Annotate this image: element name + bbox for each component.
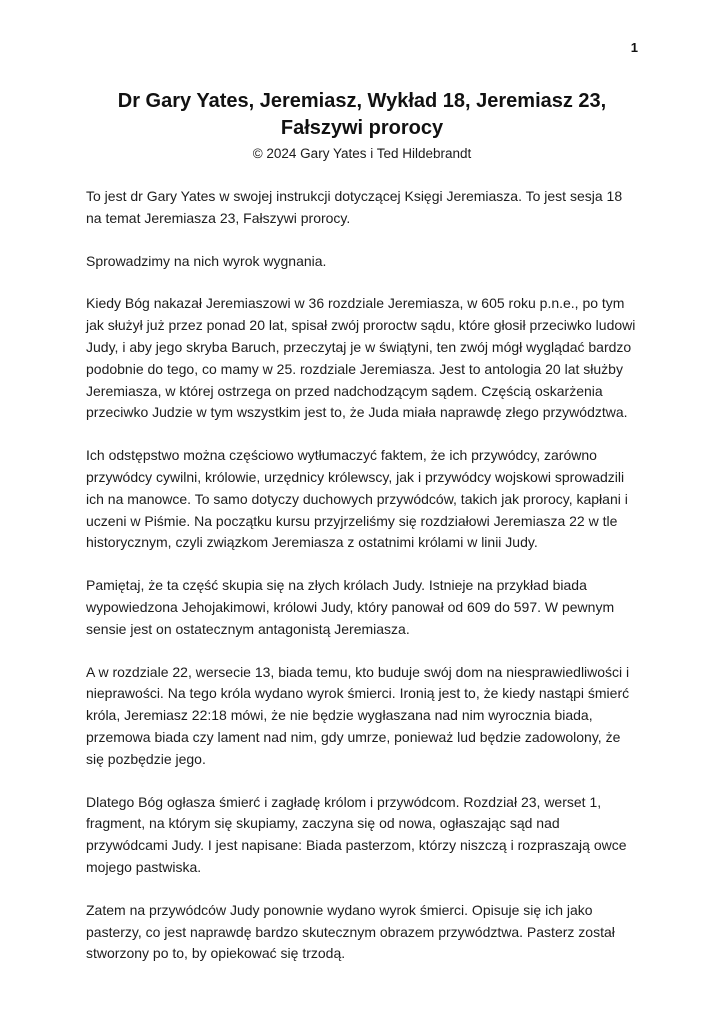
paragraph-scroll-605bc: Kiedy Bóg nakazał Jeremiaszowi w 36 rozdziale Jeremiasza, w 605 roku p.n.e., po tym jak służył już przez ponad 20 lat, spisał zwój proroctw sądu, które głosił przeciwko ludowi Judy, i aby jego skryba Baruch, przeczytaj je w świątyni, ten zwój mógł wyglądać bardzo podobnie do tego, co mamy w 25. rozdziale Jeremiasza. Jest to antologia 20 lat służby Jeremiasza, w której ostrzega on przed nadchodzącym sądem. Częścią oskarżenia przeciwko Judzie w tym wszystkim jest to, że Juda miała naprawdę złego przywództwa. bbox=[86, 295, 636, 421]
paragraph-chapter22-woe: A w rozdziale 22, wersecie 13, biada temu, kto buduje swój dom na niesprawiedliwości i nieprawości. Na tego króla wydano wyrok śmierci. Ironią jest to, że kiedy nastąpi śmierć króla, Jeremiasz 22:18 mówi, że nie będzie wygłaszana nad nim wyrocznia biada, przemowa biada czy lament nad nim, gdy umrze, ponieważ lud będzie zadowolony, że się pozbędzie jego. bbox=[86, 663, 630, 767]
paragraph-intro: To jest dr Gary Yates w swojej instrukcji dotyczącej Księgi Jeremiasza. To jest sesja 18 na temat Jeremiasza 23, Fałszywi prorocy. bbox=[86, 188, 623, 226]
paragraph-apostasy-leaders: Ich odstępstwo można częściowo wytłumaczyć faktem, że ich przywódcy, zarówno przywódcy cywilni, królowie, urzędnicy królewscy, jak i przywódcy wojskowi sprowadzili ich na manowce. To samo dotyczy duchowych przywódców, takich jak prorocy, kapłani i uczeni w Piśmie. Na początku kursu przyjrzeliśmy się rozdziałowi Jeremiasza 22 w tle historycznym, czyli związkom Jeremiasza z ostatnimi królami w linii Judy. bbox=[86, 447, 628, 551]
document-body bbox=[86, 186, 640, 965]
title-line-2: Fałszywi prorocy bbox=[280, 117, 444, 139]
title-line-1: Dr Gary Yates, Jeremiasz, Wykład 18, Jeremiasz 23, bbox=[117, 90, 607, 112]
copyright-line: © 2024 Gary Yates i Ted Hildebrandt bbox=[252, 146, 472, 161]
document-title bbox=[60, 88, 664, 142]
paragraph-verdict: Sprowadzimy na nich wyrok wygnania. bbox=[86, 252, 327, 269]
paragraph-shepherds: Zatem na przywódców Judy ponownie wydano wyrok śmierci. Opisuje się ich jako pasterzy, co jest naprawdę bardzo skutecznym obrazem przywództwa. Pasterz został stworzony po to, by opiekować się trzodą. bbox=[86, 901, 615, 962]
page-number: 1 bbox=[630, 40, 638, 55]
paragraph-bad-kings: Pamiętaj, że ta część skupia się na złych królach Judy. Istnieje na przykład biada wypowiedzona Jehojakimowi, królowi Judy, który panował od 609 do 597. W pewnym sensie jest on ostatecznym antagonistą Jeremiasza. bbox=[86, 577, 615, 637]
paragraph-chapter23-verse1: Dlatego Bóg ogłasza śmierć i zagładę królom i przywódcom. Rozdział 23, werset 1, fragment, na którym się skupiamy, zaczyna się od nowa, ogłaszając sąd nad przywódcami Judy. I jest napisane: Biada pasterzom, którzy niszczą i rozpraszają owce mojego pastwiska. bbox=[86, 793, 627, 875]
